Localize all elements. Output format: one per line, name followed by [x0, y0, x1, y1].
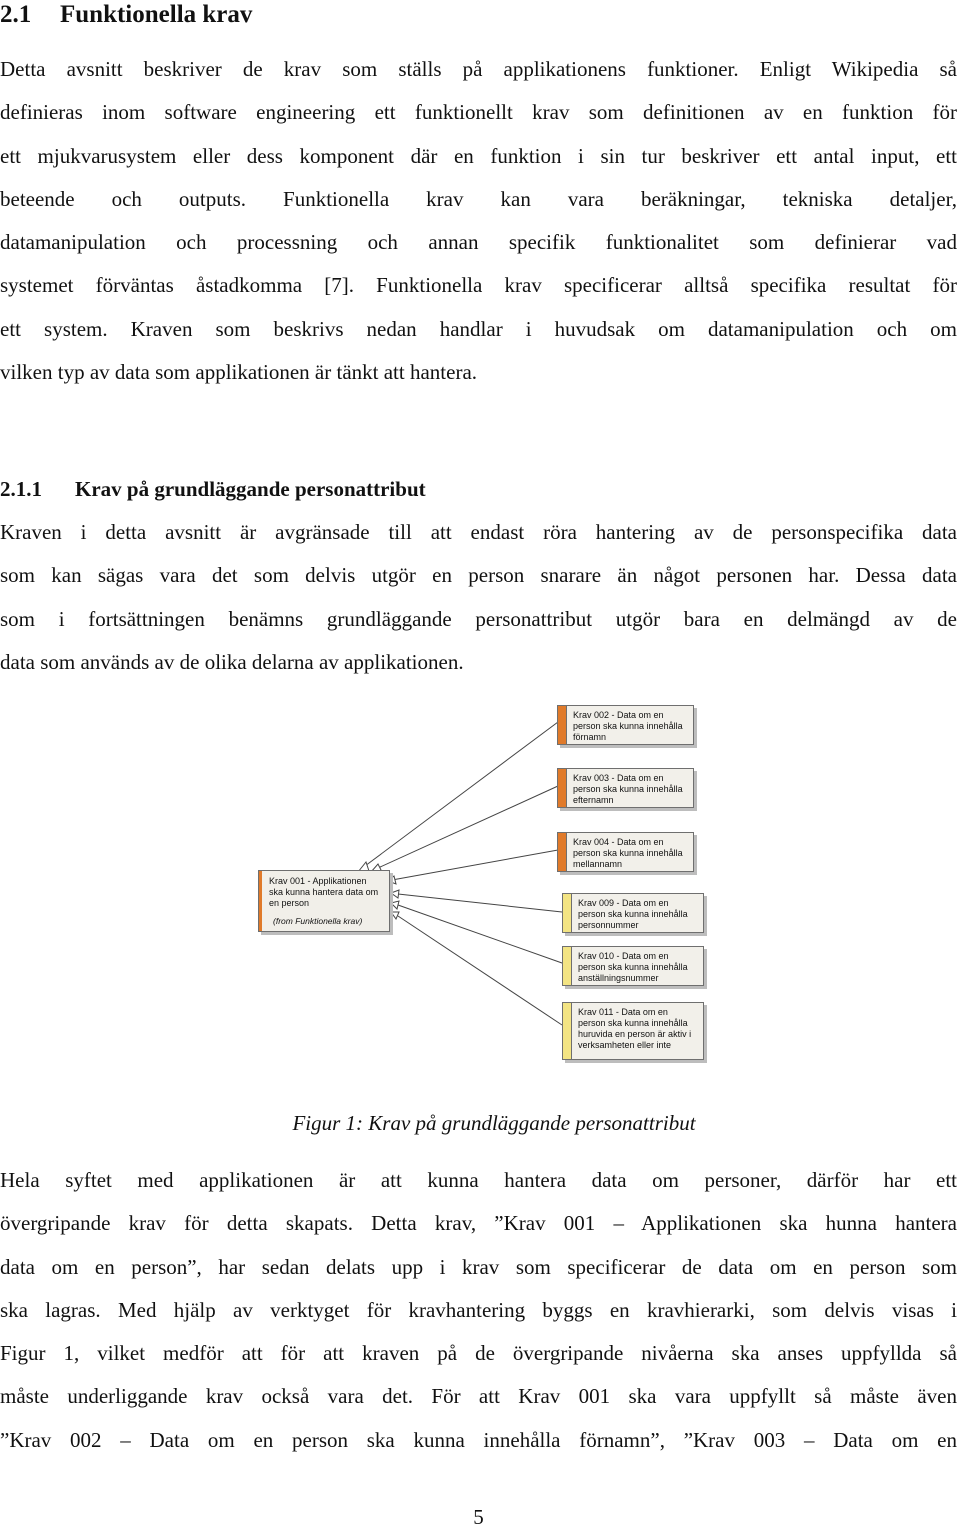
- text-line: Detta avsnitt beskriver de krav som ställs på applikationens funktioner. Enligt Wikipedia så: [0, 57, 957, 81]
- text-line: datamanipulation och processning och annan specifik funktionalitet som definierar vad: [0, 230, 957, 255]
- requirement-text-line: Krav 002 - Data om en: [573, 710, 664, 720]
- requirement-text-line: person ska kunna innehålla: [578, 909, 688, 919]
- requirement-accent-bar: [563, 894, 572, 932]
- text-line: vilken typ av data som applikationen är tänkt att hantera.: [0, 360, 478, 385]
- requirement-text-line: ska kunna hantera data om: [269, 887, 379, 897]
- text-line: måste underliggande krav också vara det. För att Krav 001 ska vara uppfyllt så måste även: [0, 1384, 957, 1409]
- connector-krav010: [398, 905, 562, 963]
- body-paragraph: [0, 1159, 957, 1462]
- text-line: Hela syftet med applikationen är att kunna hantera data om personer, därför har ett: [0, 1168, 957, 1192]
- connector-krav002: [365, 722, 558, 866]
- text-line: som kan sägas vara det som delvis utgör en person snarare än något personen har. Dessa data: [0, 563, 957, 588]
- connector-krav011: [398, 916, 562, 1025]
- requirement-text: [573, 837, 689, 870]
- text-line: övergripande krav för detta skapats. Detta krav, ”Krav 001 – Applikationen ska hunna hantera: [0, 1211, 957, 1236]
- requirement-text: [269, 876, 385, 909]
- requirement-box-krav003[interactable]: [557, 768, 694, 808]
- intro-paragraph: [0, 48, 957, 394]
- requirement-text-line: person ska kunna innehålla: [578, 962, 688, 972]
- text-line: ett mjukvarusystem eller dess komponent där en funktion i sin tur beskriver ett antal input, ett: [0, 143, 957, 168]
- requirement-text-line: person ska kunna innehålla: [573, 784, 683, 794]
- requirement-box-krav011[interactable]: [562, 1002, 704, 1060]
- requirement-text-line: huruvida en person är aktiv i: [578, 1029, 692, 1039]
- requirement-text-line: en person: [269, 898, 310, 908]
- text-line: data som används av de olika delarna av applikationen.: [0, 649, 464, 674]
- subsection-paragraph: [0, 511, 957, 684]
- requirement-box-krav002[interactable]: [557, 705, 694, 745]
- requirement-accent-bar: [259, 871, 262, 931]
- requirement-text-line: Krav 009 - Data om en: [578, 898, 669, 908]
- requirement-text-line: Krav 004 - Data om en: [573, 837, 664, 847]
- requirement-accent-bar: [558, 769, 567, 807]
- requirement-text-line: mellannamn: [573, 859, 623, 869]
- section-heading: [0, 0, 252, 30]
- section-title: Funktionella krav: [60, 1, 253, 28]
- requirement-text-line: Krav 003 - Data om en: [573, 773, 664, 783]
- connector-krav009: [398, 894, 562, 912]
- requirement-accent-bar: [563, 947, 572, 985]
- requirement-box-krav004[interactable]: [557, 832, 694, 872]
- requirement-text: [578, 951, 699, 984]
- subsection-title: Krav på grundläggande personattribut: [75, 477, 426, 501]
- requirement-text-line: person ska kunna innehålla: [573, 721, 683, 731]
- requirement-text-line: anställningsnummer: [578, 973, 659, 983]
- text-line: definieras inom software engineering ett funktionellt krav som definitionen av en funktion för: [0, 100, 957, 125]
- requirement-text-line: Krav 010 - Data om en: [578, 951, 669, 961]
- requirement-accent-bar: [558, 833, 567, 871]
- text-line: Figur 1, vilket medför att för att kraven på de övergripande nivåerna ska anses uppfyllda så: [0, 1341, 957, 1366]
- text-line: Kraven i detta avsnitt är avgränsade till att endast röra hantering av de personspecifika data: [0, 520, 957, 544]
- subsection-number: 2.1.1: [0, 477, 42, 501]
- requirement-accent-bar: [558, 706, 567, 744]
- connector-krav003: [378, 786, 558, 868]
- requirement-text-line: Krav 001 - Applikationen: [269, 876, 367, 886]
- section-number: 2.1: [0, 1, 32, 28]
- requirement-text: [573, 710, 689, 743]
- subsection-heading: [0, 474, 426, 504]
- text-line: ”Krav 002 – Data om en person ska kunna innehålla förnamn”, ”Krav 003 – Data om en: [0, 1427, 957, 1452]
- requirement-text-line: person ska kunna innehålla: [573, 848, 683, 858]
- requirement-box-krav010[interactable]: [562, 946, 704, 986]
- requirement-text-line: förnamn: [573, 732, 607, 742]
- figure-caption: Figur 1: Krav på grundläggande personattribut: [292, 1111, 696, 1135]
- requirement-package-note: (from Funktionella krav): [273, 916, 363, 926]
- requirement-text: [578, 1007, 699, 1051]
- text-line: systemet förväntas åstadkomma [7]. Funktionella krav specificerar alltså specifika resultat för: [0, 273, 957, 298]
- text-line: ett system. Kraven som beskrivs nedan handlar i huvudsak om datamanipulation och om: [0, 316, 957, 341]
- page-number: 5: [473, 1505, 484, 1529]
- requirement-box-krav009[interactable]: [562, 893, 704, 933]
- requirement-box-krav001[interactable]: [258, 870, 390, 932]
- text-line: beteende och outputs. Funktionella krav kan vara beräkningar, tekniska detaljer,: [0, 186, 957, 211]
- requirement-text-line: person ska kunna innehålla: [578, 1018, 688, 1028]
- text-line: ska lagras. Med hjälp av verktyget för kravhantering byggs en kravhierarki, som delvis visas i: [0, 1297, 957, 1322]
- requirement-accent-bar: [563, 1003, 572, 1059]
- text-line: som i fortsättningen benämns grundläggande personattribut utgör bara en delmängd av de: [0, 606, 957, 631]
- requirement-text: [578, 898, 699, 931]
- text-line: data om en person”, har sedan delats upp i krav som specificerar de data om en person som: [0, 1254, 957, 1279]
- connector-lines: [365, 722, 562, 1025]
- requirement-text: [573, 773, 689, 806]
- arrowhead: [391, 901, 399, 909]
- arrowhead: [391, 890, 399, 898]
- requirement-text-line: personnummer: [578, 920, 639, 930]
- requirement-text-line: efternamn: [573, 795, 614, 805]
- connector-krav004: [392, 850, 558, 880]
- requirement-text-line: verksamheten eller inte: [578, 1040, 672, 1050]
- requirement-text-line: Krav 011 - Data om en: [578, 1007, 668, 1017]
- arrowhead: [391, 912, 399, 919]
